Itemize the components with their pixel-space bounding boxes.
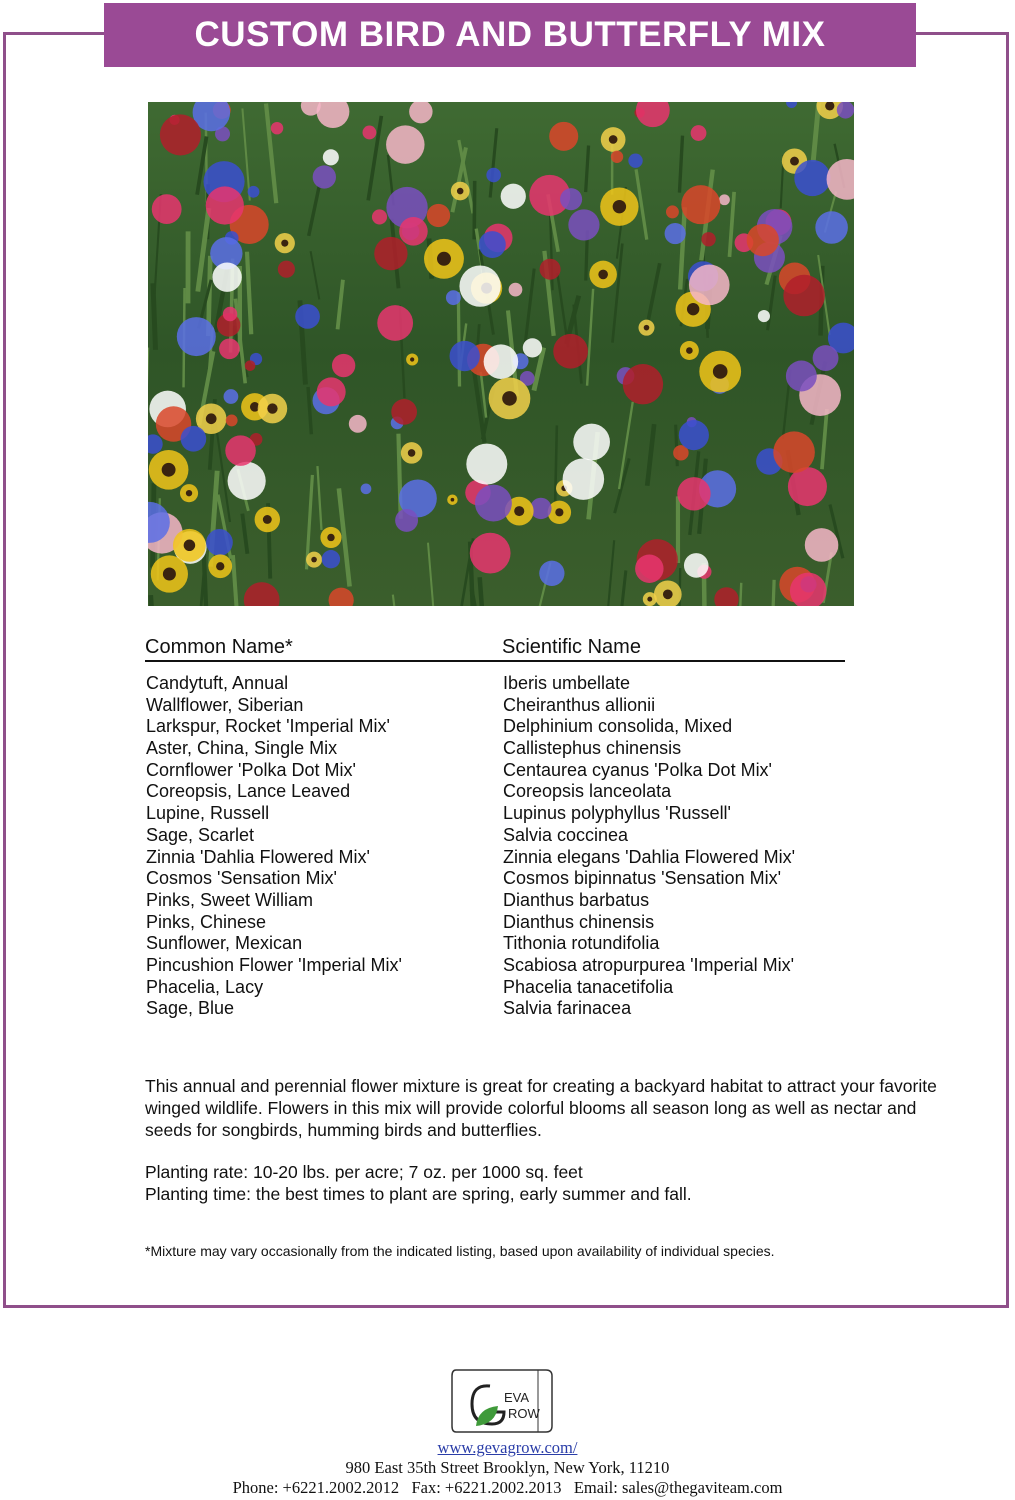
plant-row — [146, 781, 846, 803]
plant-row — [146, 890, 846, 912]
flower-photo — [148, 102, 854, 606]
common-name: Pinks, Chinese — [146, 911, 267, 932]
scientific-name: Cosmos bipinnatus 'Sensation Mix' — [503, 868, 782, 889]
scientific-name: Callistephus chinensis — [503, 738, 682, 759]
scientific-name: Lupinus polyphyllus 'Russell' — [503, 803, 731, 824]
wildflower-image — [148, 102, 854, 606]
plant-row — [146, 803, 846, 825]
common-name: Sage, Scarlet — [146, 824, 255, 845]
common-name: Phacelia, Lacy — [146, 976, 264, 997]
scientific-name: Iberis umbellate — [503, 673, 631, 693]
title-banner — [104, 3, 916, 67]
common-name: Larkspur, Rocket 'Imperial Mix' — [146, 716, 390, 737]
common-name: Candytuft, Annual — [146, 673, 289, 693]
column-header-common: Common Name* — [145, 636, 293, 658]
common-name: Coreopsis, Lance Leaved — [146, 781, 351, 802]
plant-row — [146, 760, 846, 782]
contact-info: Phone: +6221.2002.2012 Fax: +6221.2002.2013 Email: sales@thegaviteam.com — [232, 1478, 783, 1497]
plant-row — [146, 977, 846, 999]
common-name: Cornflower 'Polka Dot Mix' — [146, 759, 356, 780]
plant-row — [146, 673, 846, 695]
plant-row — [146, 955, 846, 977]
common-name: Sunflower, Mexican — [146, 933, 303, 954]
scientific-name: Dianthus chinensis — [503, 911, 655, 932]
logo-text-eva: EVA — [504, 1390, 530, 1405]
column-header-scientific: Scientific Name — [502, 636, 641, 658]
address: 980 East 35th Street Brooklyn, New York, 11210 — [345, 1458, 670, 1477]
footnote: *Mixture may vary occasionally from the indicated listing, based upon availability of individual species. — [145, 1243, 775, 1259]
plant-row — [146, 695, 846, 717]
common-name: Aster, China, Single Mix — [146, 738, 338, 759]
scientific-name: Salvia coccinea — [503, 824, 629, 845]
common-name: Zinnia 'Dahlia Flowered Mix' — [146, 846, 370, 867]
scientific-name: Coreopsis lanceolata — [503, 781, 672, 802]
plant-row — [146, 738, 846, 760]
geva-grow-logo — [450, 1368, 554, 1434]
common-name: Sage, Blue — [146, 998, 235, 1019]
plant-row — [146, 868, 846, 890]
scientific-name: Tithonia rotundifolia — [503, 933, 660, 954]
footer — [0, 1438, 1015, 1498]
common-name: Pinks, Sweet William — [146, 889, 314, 910]
scientific-name: Delphinium consolida, Mixed — [503, 716, 733, 737]
scientific-name: Salvia farinacea — [503, 998, 632, 1019]
plant-row — [146, 912, 846, 934]
planting-rate: Planting rate: 10-20 lbs. per acre; 7 oz. per 1000 sq. feet — [145, 1162, 583, 1182]
plant-row — [146, 998, 846, 1020]
scientific-name: Scabiosa atropurpurea 'Imperial Mix' — [503, 954, 795, 975]
scientific-name: Phacelia tanacetifolia — [503, 976, 674, 997]
scientific-name: Centaurea cyanus 'Polka Dot Mix' — [503, 759, 772, 780]
common-name: Cosmos 'Sensation Mix' — [146, 868, 337, 889]
scientific-name: Dianthus barbatus — [503, 889, 650, 910]
description: This annual and perennial flower mixture is great for creating a backyard habitat to attract your favorite winged wildlife. Flowers in this mix will provide colorful blooms all season long as well as nectar and seeds for songbirds, humming birds and butterflies. — [145, 1076, 937, 1140]
page-title: CUSTOM BIRD AND BUTTERFLY MIX — [194, 15, 826, 54]
header-rule — [145, 660, 845, 662]
plant-row — [146, 825, 846, 847]
planting-time: Planting time: the best times to plant are spring, early summer and fall. — [145, 1184, 692, 1204]
plant-row — [146, 847, 846, 869]
common-name: Wallflower, Siberian — [146, 694, 304, 715]
plant-row — [146, 716, 846, 738]
plant-list — [146, 673, 846, 1020]
scientific-name: Cheiranthus allionii — [503, 694, 656, 715]
planting-info — [145, 1161, 692, 1205]
scientific-name: Zinnia elegans 'Dahlia Flowered Mix' — [503, 846, 796, 867]
plant-row — [146, 933, 846, 955]
logo-text-row: ROW — [508, 1406, 540, 1421]
common-name: Lupine, Russell — [146, 803, 270, 824]
common-name: Pincushion Flower 'Imperial Mix' — [146, 954, 402, 975]
website-link[interactable]: www.gevagrow.com/ — [437, 1438, 578, 1457]
